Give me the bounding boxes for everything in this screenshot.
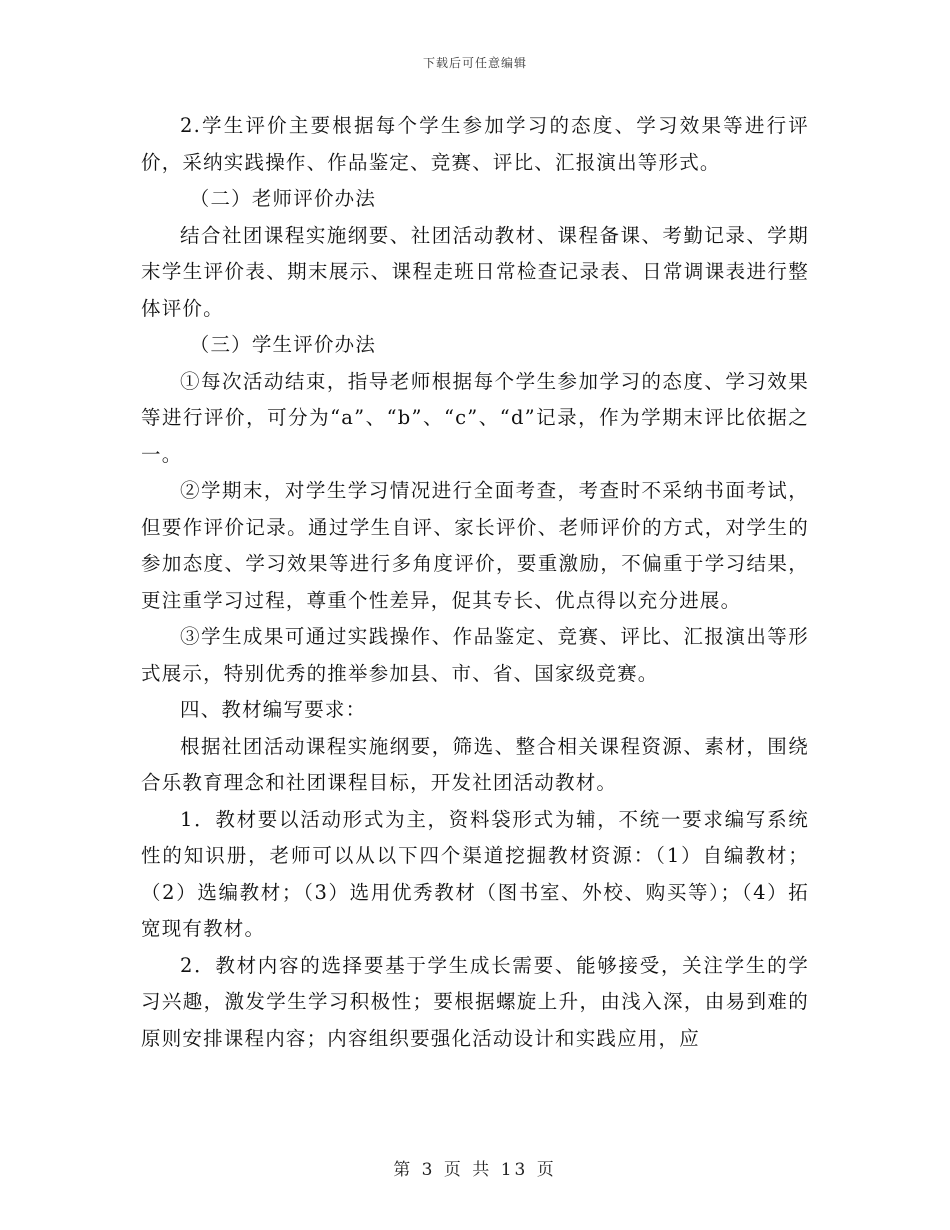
paragraph-evaluation-item-2: ②学期末，对学生学习情况进行全面考查，考查时不采纳书面考试，但要作评价记录。通过学生自评、家长评价、老师评价的方式，对学生的参加态度、学习效果等进行多角度评价，要重激励，不偏重于学习结果，更注重学习过程，尊重个性差异，促其专长、优点得以充分进展。 [141, 479, 809, 612]
heading-student-evaluation: （三）学生评价办法 [189, 333, 377, 356]
page-header: 下载后可任意编辑 [422, 56, 527, 70]
paragraph-evaluation-item-3: ③学生成果可通过实践操作、作品鉴定、竞赛、评比、汇报演出等形式展示，特别优秀的推举参加县、市、省、国家级竞赛。 [141, 625, 809, 685]
page-number-footer: 第 3 页 共 13 页 [393, 1160, 557, 1180]
paragraph-textbook-rule-1: 1．教材要以活动形式为主，资料袋形式为辅，不统一要求编写系统性的知识册，老师可以从以下四个渠道挖掘教材资源：（1）自编教材；（2）选编教材；（3）选用优秀教材（图书室、外校、购买等）；（4）拓宽现有教材。 [141, 807, 809, 940]
heading-teacher-evaluation: （二）老师评价办法 [189, 187, 377, 210]
paragraph-student-evaluation-basis: 2.学生评价主要根据每个学生参加学习的态度、学习效果等进行评价，采纳实践操作、作品鉴定、竞赛、评比、汇报演出等形式。 [141, 114, 809, 174]
paragraph-textbook-overview: 根据社团活动课程实施纲要，筛选、整合相关课程资源、素材，围绕合乐教育理念和社团课程目标，开发社团活动教材。 [141, 734, 809, 794]
paragraph-textbook-rule-2: 2．教材内容的选择要基于学生成长需要、能够接受，关注学生的学习兴趣，激发学生学习积极性；要根据螺旋上升，由浅入深，由易到难的原则安排课程内容；内容组织要强化活动设计和实践应用，应 [141, 953, 809, 1050]
document-body [141, 108, 809, 1057]
heading-textbook-requirements: 四、教材编写要求： [180, 698, 367, 721]
paragraph-teacher-evaluation: 结合社团课程实施纲要、社团活动教材、课程备课、考勤记录、学期末学生评价表、期末展示、课程走班日常检查记录表、日常调课表进行整体评价。 [141, 223, 809, 320]
paragraph-evaluation-item-1: ①每次活动结束，指导老师根据每个学生参加学习的态度、学习效果等进行评价，可分为“a”、“b”、“c”、“d”记录，作为学期末评比依据之一。 [141, 369, 809, 466]
